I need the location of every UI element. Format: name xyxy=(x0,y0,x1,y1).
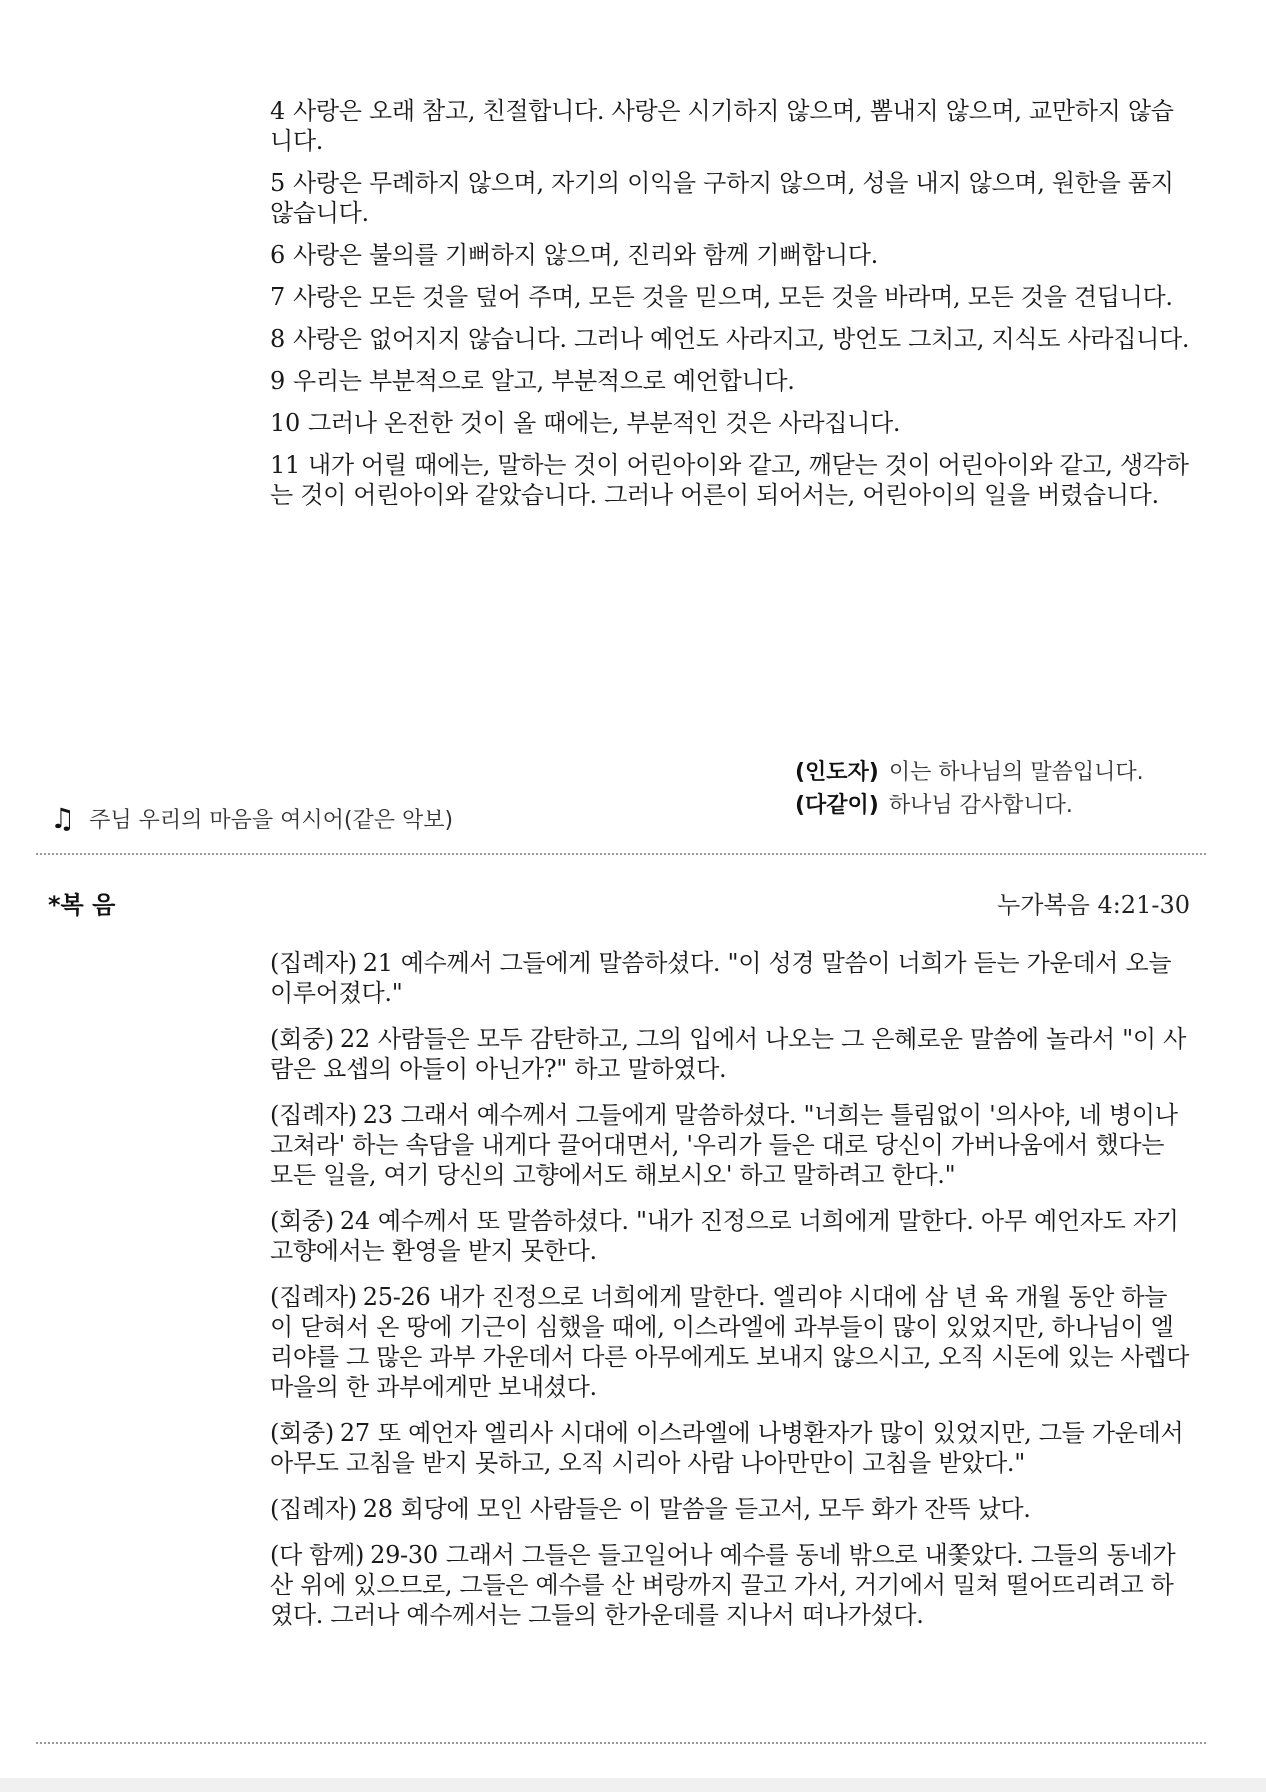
verse xyxy=(270,240,1190,270)
scripture-reference: 누가복음 4:21-30 xyxy=(997,891,1190,919)
verse-text: 그래서 예수께서 그들에게 말씀하셨다. "너희는 틀림없이 '의사야, 네 병이나 고쳐라' 하는 속담을 내게다 끌어대면서, '우리가 들은 대로 당신이 가버나움에서 했다는 모든 일을, 여기 당신의 고향에서도 해보시오' 하고 말하려고 한다." xyxy=(270,1101,1178,1189)
verse-number: 22 xyxy=(339,1025,370,1053)
verse-text: 사랑은 불의를 기뻐하지 않으며, 진리와 함께 기뻐합니다. xyxy=(292,241,878,269)
verse-text: 그러나 온전한 것이 올 때에는, 부분적인 것은 사라집니다. xyxy=(307,409,901,437)
speaker-label: (집례자) xyxy=(270,949,357,977)
verse-number: 5 xyxy=(270,169,285,197)
all-role: (다같이) xyxy=(795,793,879,818)
verse-text: 사랑은 오래 참고, 친절합니다. 사랑은 시기하지 않으며, 뽐내지 않으며, 교만하지 않습니다. xyxy=(270,97,1174,155)
verse-number: 28 xyxy=(362,1495,393,1523)
speaker-label: (회중) xyxy=(270,1025,334,1053)
leader-role: (인도자) xyxy=(795,760,879,785)
verse-text: 사랑은 무례하지 않으며, 자기의 이익을 구하지 않으며, 성을 내지 않으며, 원한을 품지 않습니다. xyxy=(270,169,1174,227)
leader-response xyxy=(795,756,1144,789)
hymn-line xyxy=(50,802,453,835)
verse xyxy=(270,1282,1190,1402)
divider xyxy=(36,853,1206,855)
verse-text: 사랑은 없어지지 않습니다. 그러나 예언도 사라지고, 방언도 그치고, 지식도 사라집니다. xyxy=(292,325,1190,353)
speaker-label: (집례자) xyxy=(270,1283,357,1311)
verse-number: 25-26 xyxy=(362,1283,431,1311)
verse xyxy=(270,1494,1190,1524)
verse-text: 또 예언자 엘리사 시대에 이스라엘에 나병환자가 많이 있었지만, 그들 가운데서 아무도 고침을 받지 못하고, 오직 시리아 사람 나아만만이 고침을 받았다." xyxy=(270,1419,1184,1477)
verse-text: 우리는 부분적으로 알고, 부분적으로 예언합니다. xyxy=(292,367,795,395)
verse xyxy=(270,1024,1190,1084)
verse-text: 내가 어릴 때에는, 말하는 것이 어린아이와 같고, 깨닫는 것이 어린아이와 같고, 생각하는 것이 어린아이와 같았습니다. 그러나 어른이 되어서는, 어린아이의 일을 버렸습니다. xyxy=(270,451,1189,509)
page-bottom-band xyxy=(0,1778,1266,1792)
speaker-label: (다 함께) xyxy=(270,1541,365,1569)
verse-number: 6 xyxy=(270,241,285,269)
music-note-icon: ♫ xyxy=(50,802,76,835)
verse xyxy=(270,282,1190,312)
speaker-label: (회중) xyxy=(270,1207,334,1235)
verse-number: 7 xyxy=(270,283,285,311)
verse-number: 9 xyxy=(270,367,285,395)
verse xyxy=(270,1418,1190,1478)
hymn-title: 주님 우리의 마음을 여시어(같은 악보) xyxy=(89,808,454,833)
verse-text: 사랑은 모든 것을 덮어 주며, 모든 것을 믿으며, 모든 것을 바라며, 모든 것을 견딥니다. xyxy=(292,283,1173,311)
epistle-reading xyxy=(270,96,1190,522)
all-text: 하나님 감사합니다. xyxy=(888,793,1073,818)
verse-number: 27 xyxy=(339,1419,370,1447)
verse xyxy=(270,1540,1190,1630)
verse xyxy=(270,1206,1190,1266)
verse xyxy=(270,450,1190,510)
verse-number: 10 xyxy=(270,409,300,437)
leader-text: 이는 하나님의 말씀입니다. xyxy=(888,760,1144,785)
section-title: *복 음 xyxy=(48,891,116,919)
verse xyxy=(270,168,1190,228)
gospel-reading xyxy=(270,948,1190,1646)
verse-text: 예수께서 그들에게 말씀하셨다. "이 성경 말씀이 너희가 듣는 가운데서 오늘 이루어졌다." xyxy=(270,949,1172,1007)
verse-text: 내가 진정으로 너희에게 말한다. 엘리야 시대에 삼 년 육 개월 동안 하늘이 닫혀서 온 땅에 기근이 심했을 때에, 이스라엘에 과부들이 많이 있었지만, 하나님이 엘리야를 그 많은 과부 가운데서 다른 아무에게도 보내지 않으시고, 오직 시돈에 있는 사렙다 마을의 한 과부에게만 보내셨다. xyxy=(270,1283,1190,1401)
verse-text: 그래서 그들은 들고일어나 예수를 동네 밖으로 내쫓았다. 그들의 동네가 산 위에 있으므로, 그들은 예수를 산 벼랑까지 끌고 가서, 거기에서 밀쳐 떨어뜨리려고 하였다. 그러나 예수께서는 그들의 한가운데를 지나서 떠나가셨다. xyxy=(270,1541,1176,1629)
verse-number: 11 xyxy=(270,451,300,479)
verse xyxy=(270,408,1190,438)
speaker-label: (집례자) xyxy=(270,1101,357,1129)
divider xyxy=(36,1742,1206,1744)
liturgical-response xyxy=(795,756,1144,822)
verse xyxy=(270,948,1190,1008)
speaker-label: (집례자) xyxy=(270,1495,357,1523)
verse-number: 24 xyxy=(339,1207,370,1235)
verse-text: 사람들은 모두 감탄하고, 그의 입에서 나오는 그 은혜로운 말씀에 놀라서 "이 사람은 요셉의 아들이 아닌가?" 하고 말하였다. xyxy=(270,1025,1186,1083)
verse-text: 회당에 모인 사람들은 이 말씀을 듣고서, 모두 화가 잔뜩 났다. xyxy=(400,1495,1031,1523)
verse-number: 8 xyxy=(270,325,285,353)
verse xyxy=(270,1100,1190,1190)
verse-text: 예수께서 또 말씀하셨다. "내가 진정으로 너희에게 말한다. 아무 예언자도 자기 고향에서는 환영을 받지 못한다. xyxy=(270,1207,1179,1265)
verse xyxy=(270,324,1190,354)
speaker-label: (회중) xyxy=(270,1419,334,1447)
verse-number: 21 xyxy=(362,949,393,977)
verse-number: 23 xyxy=(362,1101,393,1129)
verse-number: 29-30 xyxy=(370,1541,438,1569)
verse xyxy=(270,366,1190,396)
all-response xyxy=(795,789,1144,822)
verse-number: 4 xyxy=(270,97,285,125)
verse xyxy=(270,96,1190,156)
